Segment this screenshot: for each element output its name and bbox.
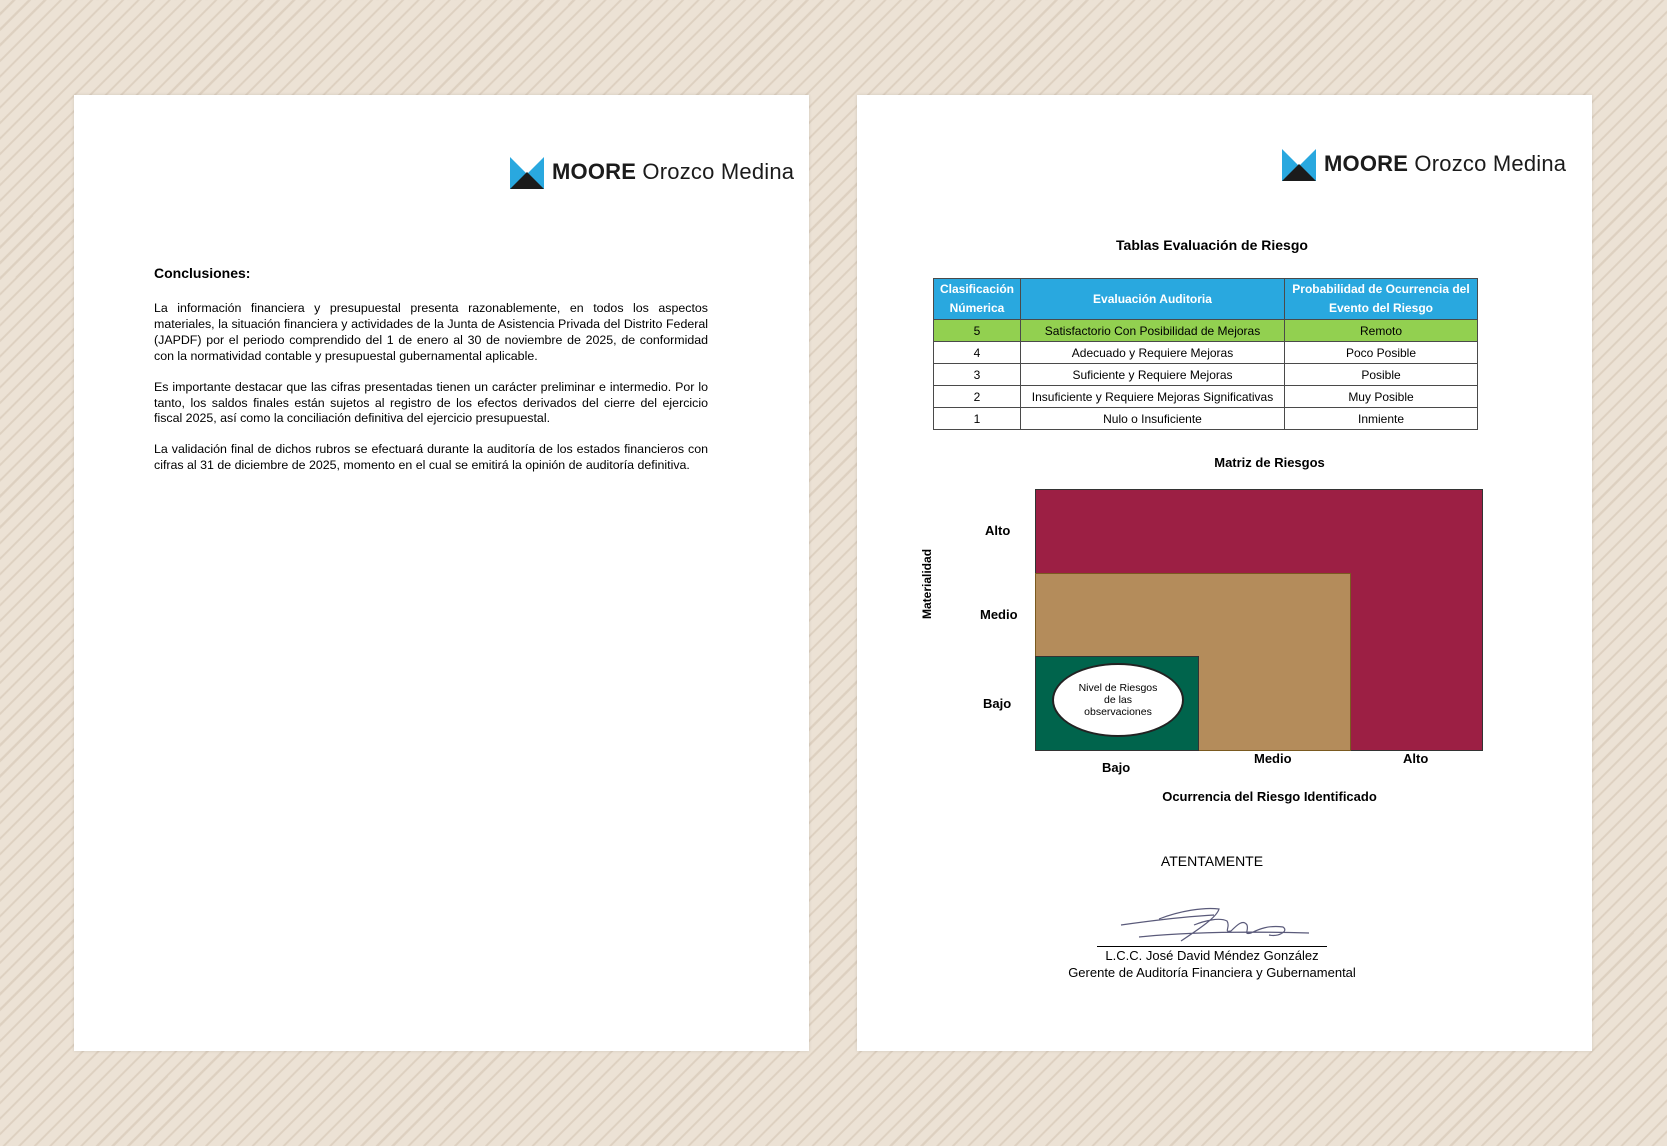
cell-probability: Remoto bbox=[1285, 320, 1478, 342]
signature-line bbox=[1097, 946, 1327, 947]
moore-logo-mark-icon bbox=[1282, 147, 1316, 181]
cell-number: 4 bbox=[934, 342, 1021, 364]
table-row bbox=[934, 320, 1478, 342]
page-risk-evaluation bbox=[857, 95, 1592, 1051]
moore-logo-mark-icon bbox=[510, 155, 544, 189]
paragraph: Es importante destacar que las cifras presentadas tienen un carácter preliminar e intermedio. Por lo tanto, los saldos finales están sujetos al registro de los efectos derivados del cierre del ejercicio fiscal 2025, así como la conciliación definitiva del ejercicio presupuestal. bbox=[154, 379, 708, 426]
closing-text: ATENTAMENTE bbox=[1160, 853, 1264, 869]
brand-name: MOORE Orozco Medina bbox=[552, 159, 795, 184]
cell-probability: Posible bbox=[1285, 364, 1478, 386]
table-row bbox=[934, 364, 1478, 386]
conclusions-title: Conclusiones: bbox=[154, 265, 251, 281]
paragraph: La información financiera y presupuestal presenta razonablemente, en todos los aspectos materiales, la situación financiera y actividades de la Junta de Asistencia Privada del Distrito Federal (JAPDF) por el periodo comprendido del 1 de enero al 30 de noviembre de 2025, de conformidad con la normatividad contable y presupuestal gubernamental aplicable. bbox=[154, 301, 708, 363]
risk-level-marker-label: Nivel de Riesgos de las observaciones bbox=[1078, 682, 1158, 718]
x-axis-label: Ocurrencia del Riesgo Identificado bbox=[1162, 789, 1377, 804]
table-row bbox=[934, 408, 1478, 430]
risk-table-title: Tablas Evaluación de Riesgo bbox=[1116, 237, 1308, 253]
brand-name: MOORE Orozco Medina bbox=[1324, 151, 1567, 176]
cell-evaluation: Nulo o Insuficiente bbox=[1021, 408, 1285, 430]
cell-evaluation: Satisfactorio Con Posibilidad de Mejoras bbox=[1021, 320, 1285, 342]
header-evaluation: Evaluación Auditoria bbox=[1021, 279, 1285, 320]
risk-matrix-title: Matriz de Riesgos bbox=[1214, 455, 1325, 470]
moore-logo bbox=[510, 155, 794, 189]
page-conclusions bbox=[74, 95, 809, 1051]
table-row bbox=[934, 386, 1478, 408]
x-level-alto: Alto bbox=[1403, 751, 1429, 766]
cell-number: 2 bbox=[934, 386, 1021, 408]
y-axis-label: Materialidad bbox=[920, 548, 934, 619]
table-row bbox=[934, 342, 1478, 364]
cell-evaluation: Suficiente y Requiere Mejoras bbox=[1021, 364, 1285, 386]
risk-evaluation-table bbox=[933, 278, 1478, 430]
y-level-bajo: Bajo bbox=[983, 696, 1012, 711]
cell-evaluation: Insuficiente y Requiere Mejoras Significativas bbox=[1021, 386, 1285, 408]
y-level-alto: Alto bbox=[985, 523, 1011, 538]
moore-logo bbox=[1282, 147, 1566, 181]
signature-icon bbox=[1119, 903, 1319, 949]
header-classification: Clasificación Númerica bbox=[934, 279, 1021, 320]
cell-number: 5 bbox=[934, 320, 1021, 342]
signer-name: L.C.C. José David Méndez González bbox=[1105, 948, 1319, 963]
header-probability: Probabilidad de Ocurrencia del Evento del Riesgo bbox=[1285, 279, 1478, 320]
y-level-medio: Medio bbox=[980, 607, 1018, 622]
cell-number: 3 bbox=[934, 364, 1021, 386]
risk-level-marker bbox=[1052, 663, 1184, 737]
cell-probability: Muy Posible bbox=[1285, 386, 1478, 408]
cell-number: 1 bbox=[934, 408, 1021, 430]
cell-probability: Inmiente bbox=[1285, 408, 1478, 430]
conclusions-body bbox=[154, 301, 708, 489]
paragraph: La validación final de dichos rubros se efectuará durante la auditoría de los estados financieros con cifras al 31 de diciembre de 2025, momento en el cual se emitirá la opinión de auditoría definitiva. bbox=[154, 442, 708, 473]
x-level-bajo: Bajo bbox=[1102, 760, 1131, 775]
signer-role: Gerente de Auditoría Financiera y Gubernamental bbox=[1068, 965, 1356, 980]
cell-probability: Poco Posible bbox=[1285, 342, 1478, 364]
cell-evaluation: Adecuado y Requiere Mejoras bbox=[1021, 342, 1285, 364]
x-level-medio: Medio bbox=[1254, 751, 1292, 766]
